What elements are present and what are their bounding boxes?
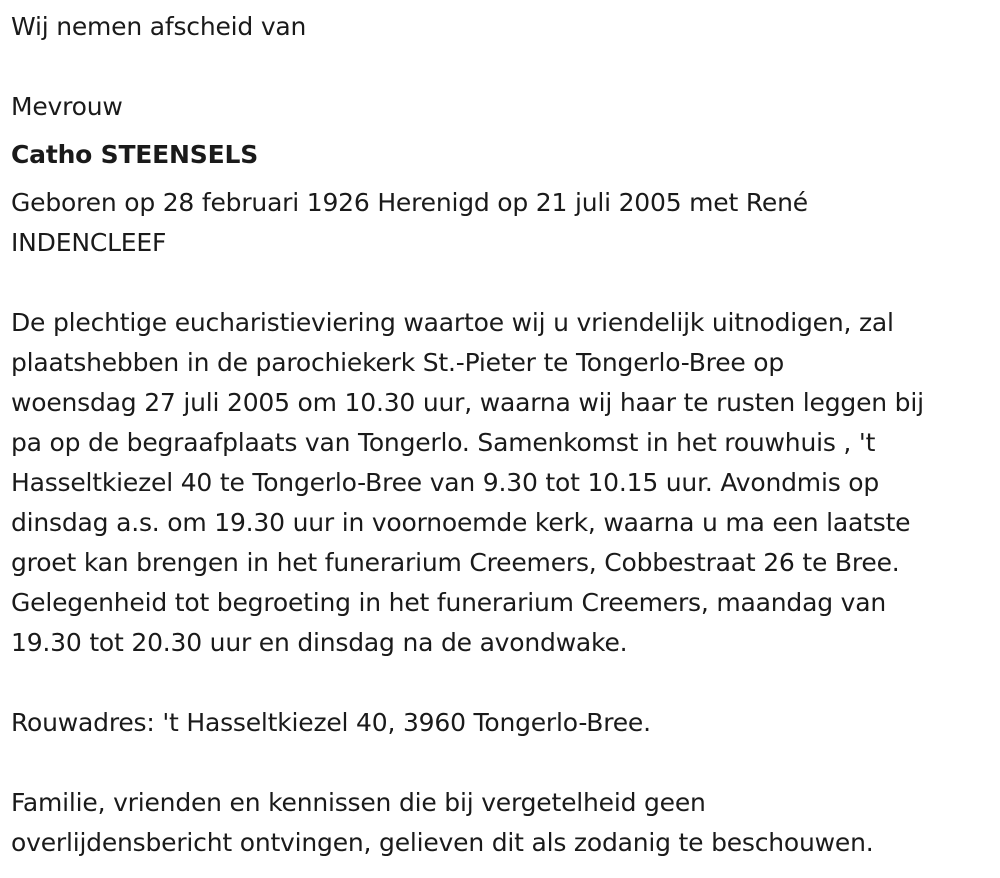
- ceremony-line: Gelegenheid tot begroeting in het funerarium Creemers, maandag van: [11, 588, 886, 617]
- ceremony-line: De plechtige eucharistieviering waartoe wij u vriendelijk uitnodigen, zal: [11, 308, 894, 337]
- closing-line: Familie, vrienden en kennissen die bij vergetelheid geen: [11, 788, 706, 817]
- closing-line: overlijdensbericht ontvingen, gelieven dit als zodanig te beschouwen.: [11, 828, 874, 857]
- ceremony-paragraph: [11, 303, 1000, 663]
- ceremony-line: plaatshebben in de parochiekerk St.-Pieter te Tongerlo-Bree op: [11, 348, 785, 377]
- ceremony-line: woensdag 27 juli 2005 om 10.30 uur, waarna wij haar te rusten leggen bij: [11, 388, 924, 417]
- intro-text: Wij nemen afscheid van: [11, 12, 307, 41]
- ceremony-line: 19.30 tot 20.30 uur en dinsdag na de avondwake.: [11, 628, 628, 657]
- salutation: Mevrouw: [11, 92, 123, 121]
- birth-line: INDENCLEEF: [11, 228, 167, 257]
- deceased-name: Catho STEENSELS: [11, 140, 259, 169]
- closing-paragraph: [11, 783, 1000, 863]
- birth-line: Geboren op 28 februari 1926 Herenigd op 21 juli 2005 met René: [11, 188, 808, 217]
- ceremony-line: pa op de begraafplaats van Tongerlo. Samenkomst in het rouwhuis , 't: [11, 428, 876, 457]
- ceremony-line: Hasseltkiezel 40 te Tongerlo-Bree van 9.30 tot 10.15 uur. Avondmis op: [11, 468, 880, 497]
- ceremony-line: groet kan brengen in het funerarium Creemers, Cobbestraat 26 te Bree.: [11, 548, 900, 577]
- mourning-address: Rouwadres: 't Hasseltkiezel 40, 3960 Tongerlo-Bree.: [11, 708, 651, 737]
- ceremony-line: dinsdag a.s. om 19.30 uur in voornoemde kerk, waarna u ma een laatste: [11, 508, 911, 537]
